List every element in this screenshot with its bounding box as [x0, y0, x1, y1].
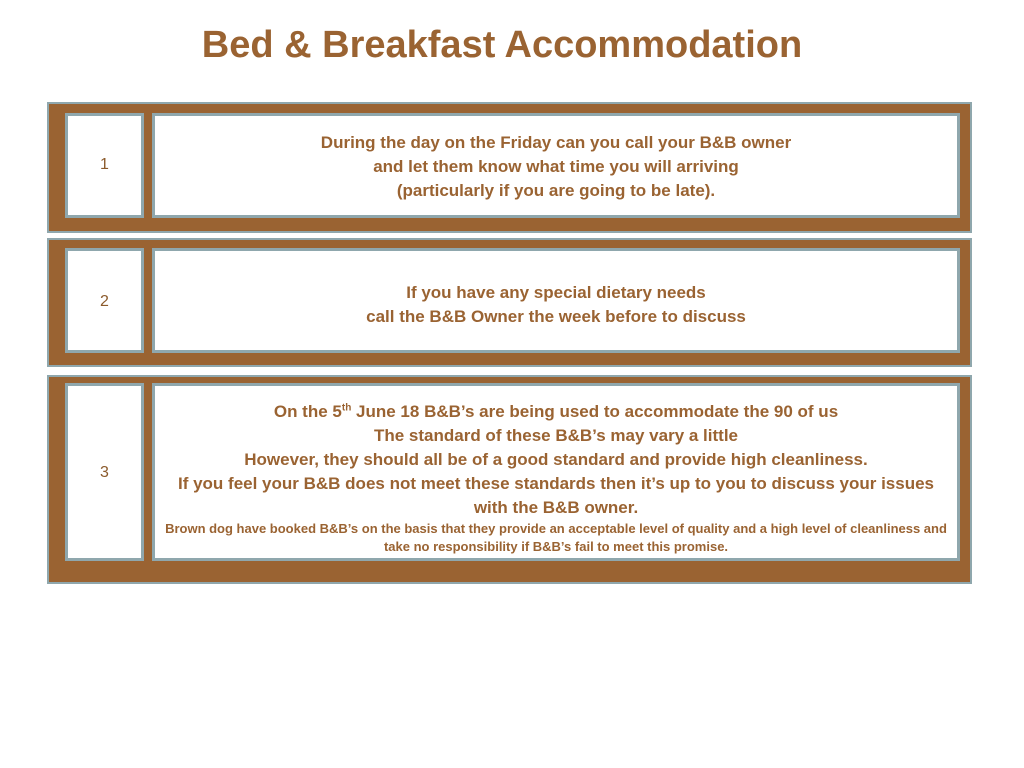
ordinal-suffix: th [341, 402, 352, 414]
step-1-line-2: and let them know what time you will arriving [373, 157, 739, 176]
page-title: Bed & Breakfast Accommodation [201, 24, 803, 66]
step-text-2 [152, 248, 960, 353]
step-3-line-2: The standard of these B&B’s may vary a little [373, 426, 739, 445]
step-3-line-1 [163, 400, 949, 424]
step-number-3: 3 [65, 383, 144, 561]
step-3-line-1-pre: On the 5 [273, 402, 342, 421]
step-row-3 [47, 375, 972, 584]
step-1-line-1: During the day on the Friday can you call your B&B owner [320, 133, 792, 152]
step-row-2 [47, 238, 972, 367]
step-number-2: 2 [65, 248, 144, 353]
step-row-1 [47, 102, 972, 233]
step-3-line-3: However, they should all be of a good standard and provide high cleanliness. [244, 450, 868, 469]
step-3-line-4: If you feel your B&B does not meet these standards then it’s up to you to discuss your issues with the B&B owner. [177, 474, 934, 517]
step-text-1 [152, 113, 960, 218]
disclaimer-text: Brown dog have booked B&B’s on the basis that they provide an acceptable level of quality and a high level of cleanliness and take no responsibility if B&B’s fail to meet this promise. [165, 521, 947, 554]
step-3-line-1-post: June 18 B&B’s are being used to accommodate the 90 of us [351, 402, 839, 421]
step-1-line-3: (particularly if you are going to be late). [396, 181, 716, 200]
step-text-3 [152, 383, 960, 561]
step-2-line-2: call the B&B Owner the week before to discuss [366, 307, 746, 326]
step-number-1: 1 [65, 113, 144, 218]
step-2-line-1: If you have any special dietary needs [406, 283, 706, 302]
